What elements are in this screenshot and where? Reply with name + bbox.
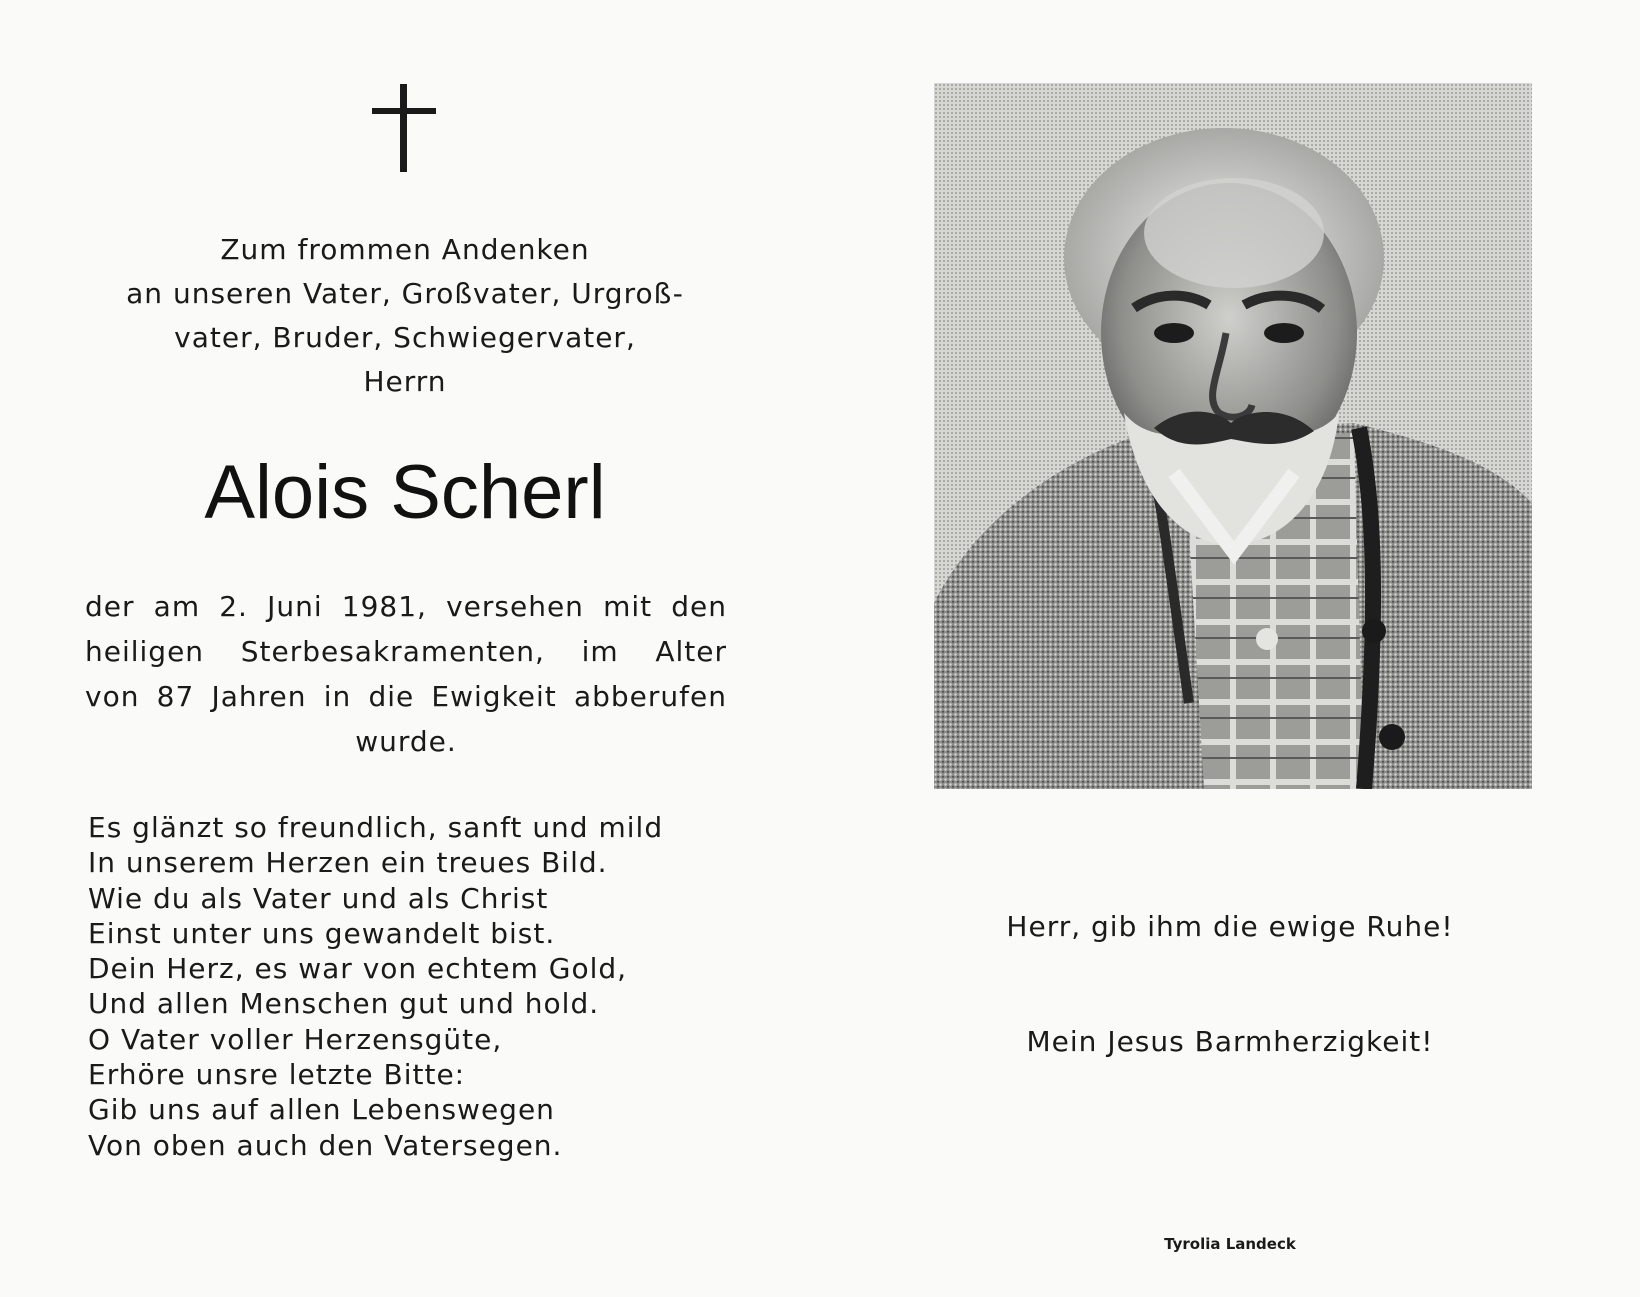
prayer-text-eternal-rest: Herr, gib ihm die ewige Ruhe! [1006,910,1454,943]
intro-line: vater, Bruder, Schwiegervater, [174,321,636,354]
death-line: heiligen Sterbesakramenten, im Alter [85,635,727,668]
death-line: der am 2. Juni 1981, versehen mit den [85,590,727,623]
death-line: wurde. [355,725,457,758]
poem-line: O Vater voller Herzensgüte, [88,1022,503,1056]
death-notice [85,584,727,764]
portrait-photo [934,83,1532,789]
printer-imprint: Tyrolia Landeck [1164,1235,1296,1253]
death-line: von 87 Jahren in die Ewigkeit abberufen [85,680,727,713]
intro-line: Zum frommen Andenken [220,233,590,266]
poem-line: Und allen Menschen gut und hold. [88,987,600,1021]
poem-line: Dein Herz, es war von echtem Gold, [88,952,628,986]
poem-line: In unserem Herzen ein treues Bild. [88,846,608,880]
poem-line: Es glänzt so freundlich, sanft und mild [88,811,664,844]
poem-line: Gib uns auf allen Lebenswegen [88,1093,555,1127]
intro-text [80,228,730,404]
deceased-name: Alois Scherl [204,450,606,535]
poem-line: Von oben auch den Vatersegen. [88,1128,563,1162]
prayer-text-mercy: Mein Jesus Barmherzigkeit! [1026,1025,1434,1058]
intro-line: Herrn [363,365,447,398]
cross-icon [372,84,436,172]
poem-line: Einst unter uns gewandelt bist. [88,916,556,950]
memorial-poem [88,810,728,1163]
poem-line: Erhöre unsre letzte Bitte: [88,1058,466,1092]
intro-line: an unseren Vater, Großvater, Urgroß- [126,277,684,310]
poem-line: Wie du als Vater und als Christ [88,881,549,915]
